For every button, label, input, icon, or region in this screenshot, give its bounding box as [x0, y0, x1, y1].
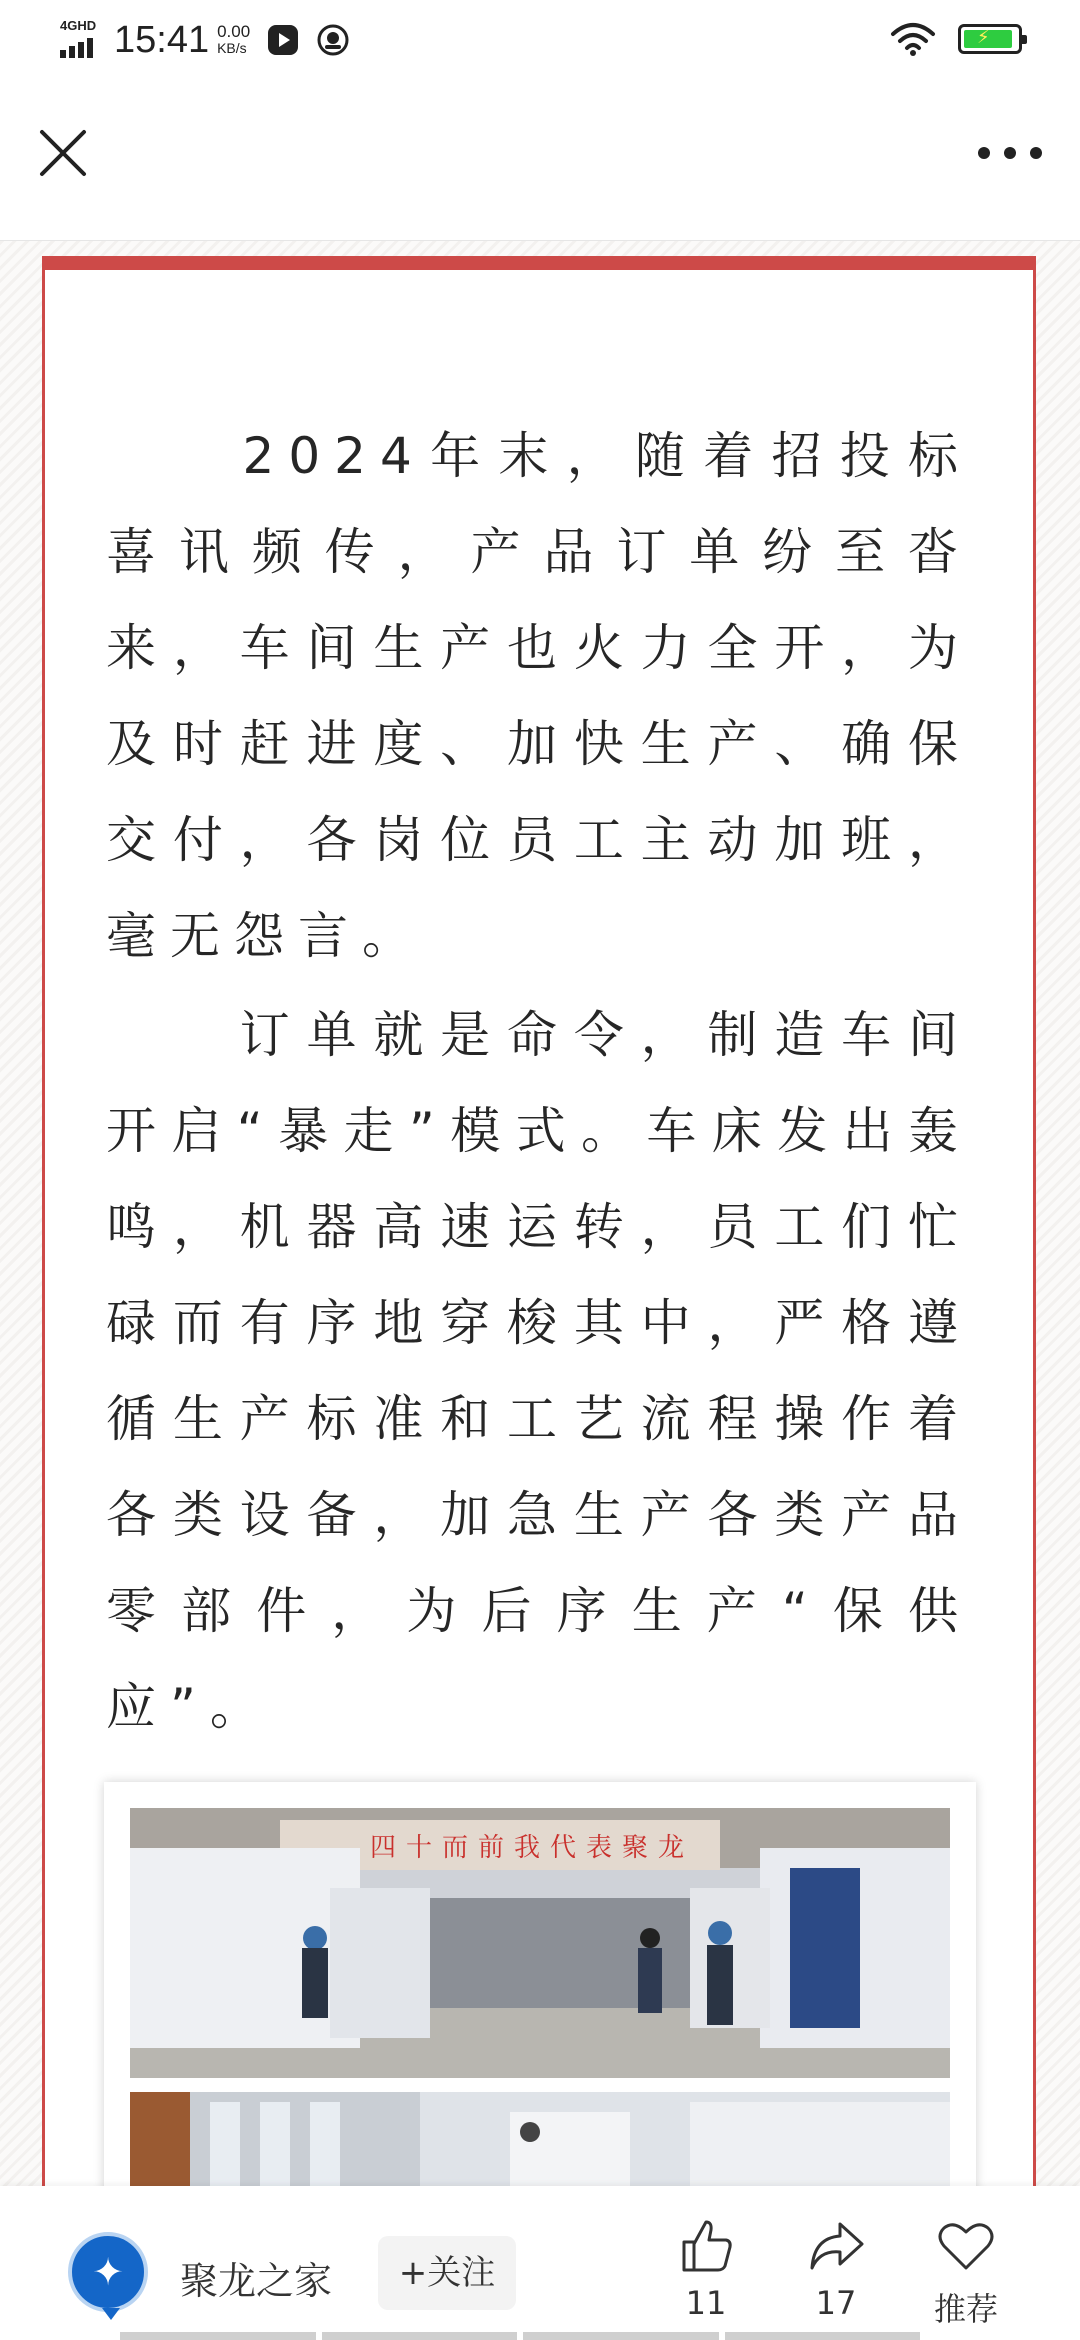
network-speed-value: 0.00 [217, 22, 251, 41]
nav-bar [0, 84, 1080, 241]
account-logo-icon: ✦ [92, 2250, 124, 2294]
network-speed [217, 23, 250, 57]
wifi-icon [890, 22, 936, 56]
status-bar [0, 0, 1080, 84]
account-name[interactable]: 聚龙之家 [180, 2259, 333, 2303]
heart-icon [936, 2216, 996, 2276]
bottom-action-bar [0, 2186, 1080, 2340]
share-count: 17 [815, 2284, 857, 2322]
photo-card [104, 1782, 976, 2202]
network-speed-unit: KB/s [217, 40, 247, 56]
account-avatar[interactable] [68, 2232, 148, 2312]
factory-banner-text: 四十而前我代表聚龙 [370, 1833, 695, 1863]
follow-button[interactable]: +关注 [378, 2236, 516, 2310]
video-app-icon [266, 23, 300, 57]
share-arrow-icon [806, 2216, 866, 2276]
network-type: 4GHD [60, 18, 97, 33]
like-button[interactable] [656, 2216, 756, 2336]
recommend-button[interactable] [916, 2216, 1016, 2336]
recommend-label: 推荐 [933, 2290, 998, 2328]
clock-time: 15:41 [114, 18, 210, 61]
thumbs-up-icon [676, 2216, 736, 2276]
cellular-signal-icon [58, 18, 106, 62]
bottom-indicator-strip [120, 2332, 920, 2340]
more-horizontal-icon[interactable] [970, 120, 1050, 186]
battery-icon [958, 24, 1022, 54]
charging-icon: ⚡ [977, 27, 990, 48]
share-button[interactable] [786, 2216, 886, 2336]
article-paragraph-1: 2024年末，随着招投标喜讯频传，产品订单纷至沓来，车间生产也火力全开，为及时赶进度、加快生产、确保交付，各岗位员工主动加班，毫无怨言。 [106, 427, 972, 965]
close-icon[interactable] [30, 120, 96, 186]
workshop-photo-1[interactable] [130, 1808, 950, 2078]
assistant-app-icon [316, 23, 350, 57]
like-count: 11 [685, 2284, 727, 2322]
article-paragraph-2: 订单就是命令，制造车间开启“暴走”模式。车床发出轰鸣，机器高速运转，员工们忙碌而有序地穿梭其中，严格遵循生产标准和工艺流程操作着各类设备，加急生产各类产品零部件，为后序生产“保供应”。 [106, 1006, 972, 1736]
